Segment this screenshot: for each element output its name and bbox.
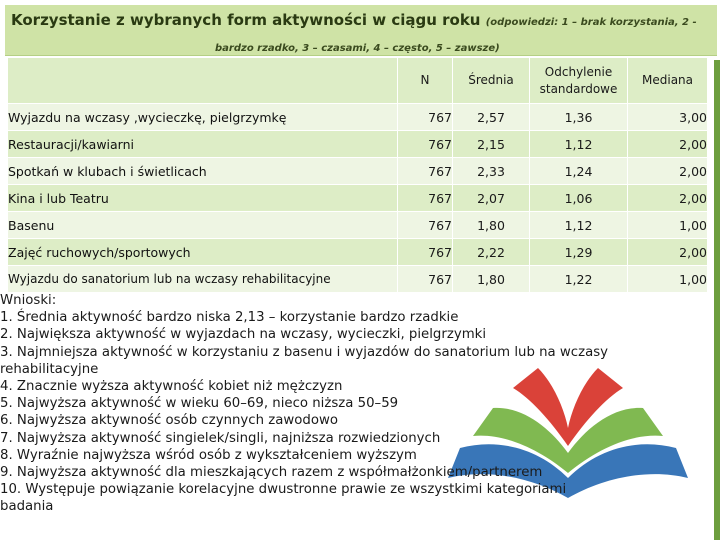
table-row [8, 104, 708, 131]
row-median: 2,00 [628, 158, 708, 185]
header-median: Mediana [628, 58, 708, 104]
header-sd-text: Odchylenie standardowe [539, 64, 618, 96]
row-label: Kina i lub Teatru [8, 185, 398, 212]
row-sd: 1,36 [530, 104, 628, 131]
conclusion-line: 10. Występuje powiązanie korelacyjne dwustronne prawie ze wszystkimi kategoriami [0, 482, 567, 498]
row-sd: 1,24 [530, 158, 628, 185]
row-mean: 2,57 [453, 104, 530, 131]
conclusion-line: 8. Wyraźnie najwyższa wśród osób z wykształceniem wyższym [0, 447, 417, 463]
row-n: 767 [398, 266, 453, 293]
row-n: 767 [398, 185, 453, 212]
row-median: 1,00 [628, 212, 708, 239]
table-row [8, 266, 708, 293]
row-n: 767 [398, 104, 453, 131]
header-mean: Średnia [453, 58, 530, 104]
table-row [8, 185, 708, 212]
title-bar [5, 5, 717, 56]
conclusion-line: 7. Najwyższa aktywność singielek/singli, najniższa rozwiedzionych [0, 430, 441, 446]
row-label: Spotkań w klubach i świetlicach [8, 158, 398, 185]
table-row [8, 212, 708, 239]
table-row [8, 131, 708, 158]
row-label: Wyjazdu na wczasy ,wycieczkę, pielgrzymkę [8, 104, 398, 131]
row-sd: 1,12 [530, 131, 628, 158]
row-label: Basenu [8, 212, 398, 239]
row-median: 2,00 [628, 239, 708, 266]
title-text: Korzystanie z wybranych form aktywności w ciągu roku [11, 11, 481, 29]
header-n: N [398, 58, 453, 104]
row-n: 767 [398, 212, 453, 239]
title-note-line1: (odpowiedzi: 1 – brak korzystania, 2 - [485, 17, 697, 28]
table-header-row [8, 58, 708, 104]
row-label: Restauracji/kawiarni [8, 131, 398, 158]
row-median: 2,00 [628, 185, 708, 212]
row-sd: 1,06 [530, 185, 628, 212]
header-sd [530, 58, 628, 104]
conclusion-line: 6. Najwyższa aktywność osób czynnych zawodowo [0, 413, 338, 429]
row-mean: 2,22 [453, 239, 530, 266]
conclusion-line: 9. Najwyższa aktywność dla mieszkających razem z współmałżonkiem/partnerem [0, 465, 543, 481]
conclusions-heading: Wnioski: [0, 293, 57, 308]
row-median: 3,00 [628, 104, 708, 131]
conclusion-line: rehabilitacyjne [0, 361, 99, 377]
conclusions-block [0, 292, 714, 516]
table-row [8, 158, 708, 185]
row-sd: 1,22 [530, 266, 628, 293]
row-mean: 2,15 [453, 131, 530, 158]
slide-title [11, 11, 697, 29]
title-note-line2: bardzo rzadko, 3 – czasami, 4 – często, 5 – zawsze) [215, 43, 500, 54]
row-label: Wyjazdu do sanatorium lub na wczasy rehabilitacyjne [8, 266, 398, 293]
row-n: 767 [398, 131, 453, 158]
conclusion-line: 3. Najmniejsza aktywność w korzystaniu z basenu i wyjazdów do sanatorium lub na wczasy [0, 344, 609, 360]
row-label: Zajęć ruchowych/sportowych [8, 239, 398, 266]
table-row [8, 239, 708, 266]
row-median: 1,00 [628, 266, 708, 293]
row-sd: 1,12 [530, 212, 628, 239]
conclusion-line: 1. Średnia aktywność bardzo niska 2,13 – korzystanie bardzo rzadkie [0, 310, 459, 326]
row-mean: 2,07 [453, 185, 530, 212]
conclusion-line: badania [0, 499, 54, 515]
conclusion-line: 5. Najwyższa aktywność w wieku 60–69, nieco niższa 50–59 [0, 396, 399, 412]
header-empty [8, 58, 398, 104]
conclusion-line: 2. Największa aktywność w wyjazdach na wczasy, wycieczki, pielgrzymki [0, 327, 487, 343]
row-sd: 1,29 [530, 239, 628, 266]
row-n: 767 [398, 239, 453, 266]
row-mean: 1,80 [453, 212, 530, 239]
row-mean: 2,33 [453, 158, 530, 185]
row-mean: 1,80 [453, 266, 530, 293]
right-accent-stripe [714, 60, 720, 540]
conclusion-line: 4. Znacznie wyższa aktywność kobiet niż mężczyzn [0, 379, 343, 395]
activity-table [7, 57, 708, 293]
row-median: 2,00 [628, 131, 708, 158]
row-n: 767 [398, 158, 453, 185]
